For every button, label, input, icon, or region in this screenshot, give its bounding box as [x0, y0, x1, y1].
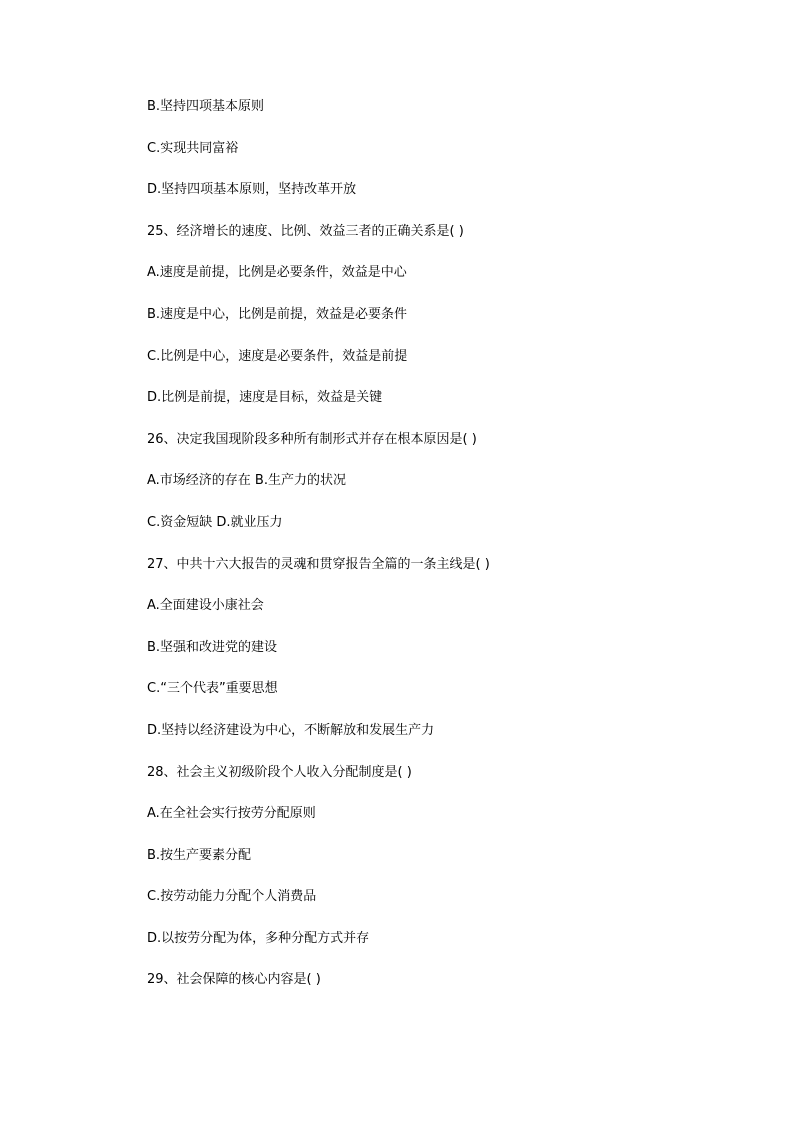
option-c-q24: C.实现共同富裕 — [147, 140, 239, 156]
question-26: 26、决定我国现阶段多种所有制形式并存在根本原因是( ) — [147, 431, 477, 447]
options-cd-q26: C.资金短缺 D.就业压力 — [147, 514, 283, 530]
option-c-q27: C.“三个代表”重要思想 — [147, 681, 278, 697]
options-ab-q26: A.市场经济的存在 B.生产力的状况 — [147, 473, 346, 489]
question-29: 29、社会保障的核心内容是( ) — [147, 972, 321, 988]
option-c-q25: C.比例是中心，速度是必要条件，效益是前提 — [147, 348, 408, 364]
option-d-q25: D.比例是前提，速度是目标，效益是关键 — [147, 390, 383, 406]
question-27: 27、中共十六大报告的灵魂和贯穿报告全篇的一条主线是( ) — [147, 556, 490, 572]
option-a-q25: A.速度是前提，比例是必要条件，效益是中心 — [147, 265, 407, 281]
option-a-q28: A.在全社会实行按劳分配原则 — [147, 806, 316, 822]
option-b-q27: B.坚强和改进党的建设 — [147, 639, 278, 655]
question-28: 28、社会主义初级阶段个人收入分配制度是( ) — [147, 764, 412, 780]
option-b-q25: B.速度是中心，比例是前提，效益是必要条件 — [147, 306, 408, 322]
option-d-q24: D.坚持四项基本原则，坚持改革开放 — [147, 182, 357, 198]
option-d-q28: D.以按劳分配为体，多种分配方式并存 — [147, 930, 370, 946]
option-d-q27: D.坚持以经济建设为中心，不断解放和发展生产力 — [147, 722, 435, 738]
option-c-q28: C.按劳动能力分配个人消费品 — [147, 889, 317, 905]
question-text-block — [147, 97, 747, 1012]
option-a-q27: A.全面建设小康社会 — [147, 598, 264, 614]
option-b-q28: B.按生产要素分配 — [147, 847, 252, 863]
question-25: 25、经济增长的速度、比例、效益三者的正确关系是( ) — [147, 223, 464, 239]
option-b-q24: B.坚持四项基本原则 — [147, 99, 265, 114]
